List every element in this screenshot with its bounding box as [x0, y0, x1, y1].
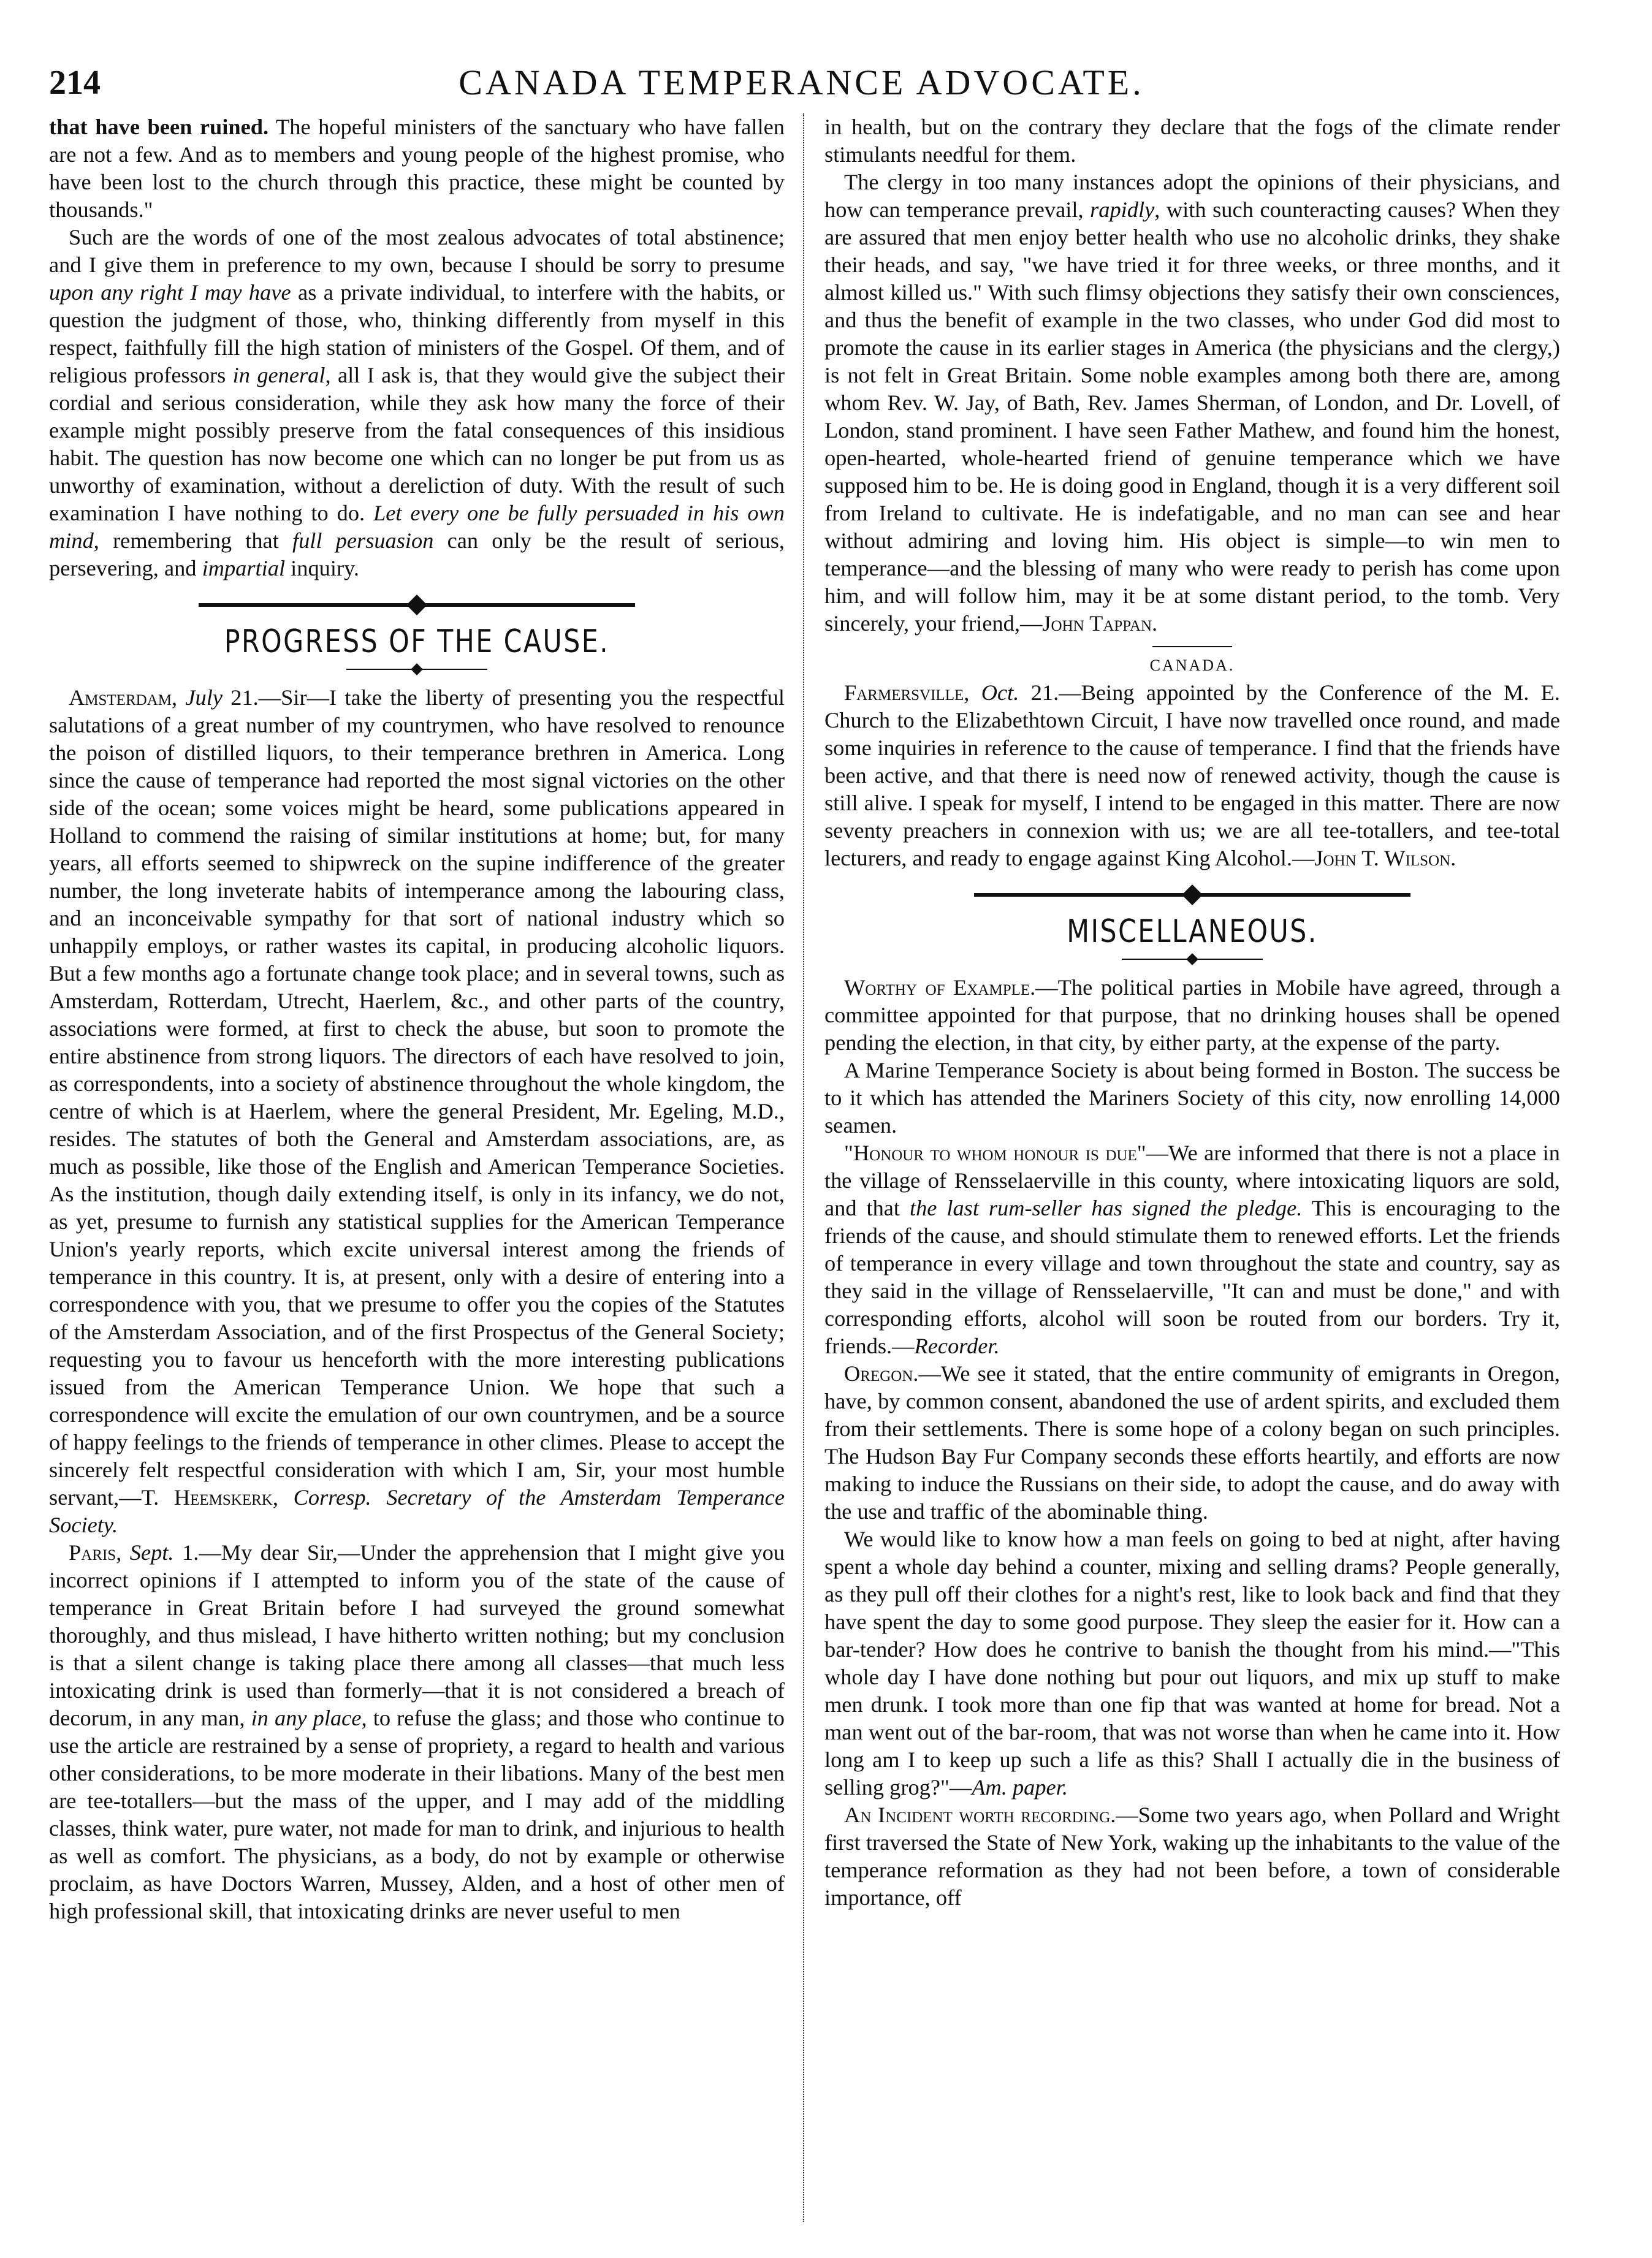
- paris-letter-continued: in health, but on the contrary they declare that the fogs of the climate render stimulants needful for them.: [824, 115, 1560, 167]
- left-column: [49, 113, 785, 2222]
- canada-letter: Farmersville, Oct. 21.—Being appointed by the Conference of the M. E. Church to the Elizabethtown Circuit, I have now travelled once round, and made some inquiries in reference to the cause of temperance. I find that the friends have been active, and that there is need now of renewed activity, though the cause is still alive. I speak for myself, I intend to be engaged in this matter. There are now seventy preachers in connexion with us; we are all tee-totallers, and tee-total lecturers, and ready to engage against King Alcohol.—John T. Wilson.: [824, 680, 1560, 870]
- abstinence-paragraph: Such are the words of one of the most zealous advocates of total abstinence; and I give them in preference to my own, because I should be sorry to presume upon any right I may have as a private individual, to interfere with the habits, or question the judgment of those, who, thinking differently from myself in this respect, faithfully fill the high station of ministers of the Gospel. Of them, and of religious professors in general, all I ask is, that they would give the subject their cordial and serious consideration, while they ask how many the force of their example might possibly preserve from the fatal consequences of this insidious habit. The question has now become one which can no longer be put from us as unworthy of examination, without a dereliction of duty. With the result of such examination I have nothing to do. Let every one be fully persuaded in his own mind, remembering that full persuasion can only be the result of serious, persevering, and impartial inquiry.: [49, 225, 785, 580]
- small-rule: [49, 666, 785, 673]
- section-title-progress: PROGRESS OF THE CAUSE.: [224, 623, 610, 660]
- column-divider: [803, 113, 804, 2222]
- section-rule-misc: [824, 891, 1560, 899]
- journal-title: CANADA TEMPERANCE ADVOCATE.: [459, 63, 1144, 102]
- page-header: [49, 61, 1554, 104]
- clergy-paragraph: The clergy in too many instances adopt the opinions of their physicians, and how can temperance prevail, rapidly, with such counteracting causes? When they are assured that men enjoy better health who use no alcoholic drinks, they shake their heads, and say, "we have tried it for three weeks, or three months, and it almost killed us." With such flimsy objections they satisfy their own consciences, and thus the benefit of example in the two classes, who under God did most to promote the cause in its earlier stages in America (the physicians and the clergy,) is not felt in Great Britain. Some noble examples among both there are, among whom Rev. W. Jay, of Bath, Rev. James Sherman, of London, and Dr. Lovell, of London, stand prominent. I have seen Father Mathew, and found him the honest, open-hearted, whole-hearted friend of genuine temperance which we have supposed him to be. He is doing good in England, though it is a very different soil from Ireland to cultivate. He is indefatigable, and no man can see and hear without admiring and loving him. His object is simple—to win men to temperance—and the blessing of many who were ready to perish has come upon him, and will follow him, may it be at some distant period, to the tomb. Very sincerely, your friend,—John Tappan.: [824, 170, 1560, 636]
- small-rule: [824, 956, 1560, 963]
- section-rule-progress: [49, 601, 785, 609]
- section-title-misc: MISCELLANEOUS.: [1067, 913, 1318, 950]
- oregon-paragraph: Oregon.—We see it stated, that the entire community of emigrants in Oregon, have, by common consent, abandoned the use of ardent spirits, and excluded them from their settlements. There is some hope of a colony began on such principles. The Hudson Bay Fur Company seconds these efforts heartily, and efforts are now making to induce the Russians on their side, to adopt the cause, and do away with the use and traffic of the abominable thing.: [824, 1361, 1560, 1524]
- paris-letter: Paris, Sept. 1.—My dear Sir,—Under the apprehension that I might give you incorrect opinions if I attempted to inform you of the state of the cause of temperance in Great Britain before I had surveyed the ground somewhat thoroughly, and thus mislead, I have hitherto written nothing; but my conclusion is that a silent change is taking place there among all classes—that much less intoxicating drink is used than formerly—that it is not considered a breach of decorum, in any man, in any place, to refuse the glass; and those who continue to use the article are restrained by a sense of propriety, a regard to health and various other considerations, to be more moderate in their libations. Many of the best men are tee-totallers—but the mass of the upper, and I may add of the middling classes, think water, pure water, not made for man to drink, and injurious to health as well as comfort. The physicians, as a body, do not by example or otherwise proclaim, as have Doctors Warren, Mussey, Alden, and a host of other men of high professional skill, that intoxicating drinks are never useful to men: [49, 1540, 785, 1923]
- page-number: 214: [49, 64, 101, 102]
- continuation-paragraph: that have been ruined. The hopeful ministers of the sanctuary who have fallen are not a few. And as to members and young people of the highest promise, who have been lost to the church through this practice, these might be counted by thousands.": [49, 115, 785, 222]
- marine-society: A Marine Temperance Society is about being formed in Boston. The success be to it which has attended the Mariners Society of this city, now enrolling 14,000 seamen.: [824, 1058, 1560, 1138]
- worthy-of-example: Worthy of Example.—The political parties in Mobile have agreed, through a committee appointed for that purpose, that no drinking houses shall be opened pending the election, in that city, by either party, at the expense of the party.: [824, 975, 1560, 1055]
- right-column: [824, 113, 1560, 2222]
- incident-paragraph: An Incident worth recording.—Some two years ago, when Pollard and Wright first traversed the State of New York, waking up the inhabitants to the value of the temperance reformation as they had not been before, a town of considerable importance, off: [824, 1803, 1560, 1910]
- sub-rule: [1152, 646, 1232, 647]
- canada-subhead: CANADA.: [1149, 656, 1235, 674]
- honour-paragraph: "Honour to whom honour is due"—We are informed that there is not a place in the village of Rensselaerville in this county, where intoxicating liquors are sold, and that the last rum-seller has signed the pledge. This is encouraging to the friends of the cause, and should stimulate them to renewed efforts. Let the friends of temperance in every village and town throughout the state and country, say as they said in the village of Rensselaerville, "It can and must be done," and with corresponding efforts, alcohol will soon be routed from our borders. Try it, friends.—Recorder.: [824, 1141, 1560, 1358]
- bartender-paragraph: We would like to know how a man feels on going to bed at night, after having spent a whole day behind a counter, mixing and selling drams? People generally, as they pull off their clothes for a night's rest, like to look back and find that they have spent the day to some good purpose. They sleep the easier for it. How can a bar-tender? How does he contrive to banish the thought from his mind.—"This whole day I have done nothing but pour out liquors, and mix up stuff to make men drunk. I took more than one fip that was wanted at home for bread. Not a man went out of the bar-room, that was not worse than when he came into it. How long am I to keep up such a life as this? Shall I actually die in the business of selling grog?"—Am. paper.: [824, 1527, 1560, 1800]
- amsterdam-letter: Amsterdam, July 21.—Sir—I take the liberty of presenting you the respectful salutations of a great number of my countrymen, who have resolved to renounce the poison of distilled liquors, to their temperance brethren in America. Long since the cause of temperance had reported the most signal victories on the other side of the ocean; some voices might be heard, some publications appeared in Holland to commend the raising of similar institutions at home; but, for many years, all efforts seemed to shipwreck on the supine indifference of the greater number, the long inveterate habits of intemperance among the labouring class, and an inconceivable sympathy for that sort of national industry which so unhappily employs, or rather wastes its capital, in producing alcoholic liquors. But a few months ago a fortunate change took place; and in several towns, such as Amsterdam, Rotterdam, Utrecht, Haerlem, &c., and other parts of the country, associations were formed, at first to check the abuse, but soon to promote the entire abstinence from strong liquors. The directors of each have resolved to join, as correspondents, into a society of abstinence throughout the whole kingdom, the centre of which is at Haerlem, where the general President, Mr. Egeling, M.D., resides. The statutes of both the General and Amsterdam associations, are, as much as possible, like those of the English and American Temperance Societies. As the institution, though daily extending itself, is only in its infancy, we do not, as yet, presume to furnish any statistical supplies for the American Temperance Union's yearly reports, which excite universal interest among the friends of temperance in this country. It is, at present, only with a desire of entering into a correspondence with you, that we presume to offer you the copies of the Statutes of the Amsterdam Association, and of the first Prospectus of the General Society; requesting you to favour us henceforth with the more interesting publications issued from the American Temperance Union. We hope that such a correspondence will excite the emulation of our own countrymen, and be a source of happy feelings to the friends of temperance in other climes. Please to accept the sincerely felt respectful consideration with which I am, Sir, your most humble servant,—T. Heemskerk, Corresp. Secretary of the Amsterdam Temperance Society.: [49, 685, 785, 1537]
